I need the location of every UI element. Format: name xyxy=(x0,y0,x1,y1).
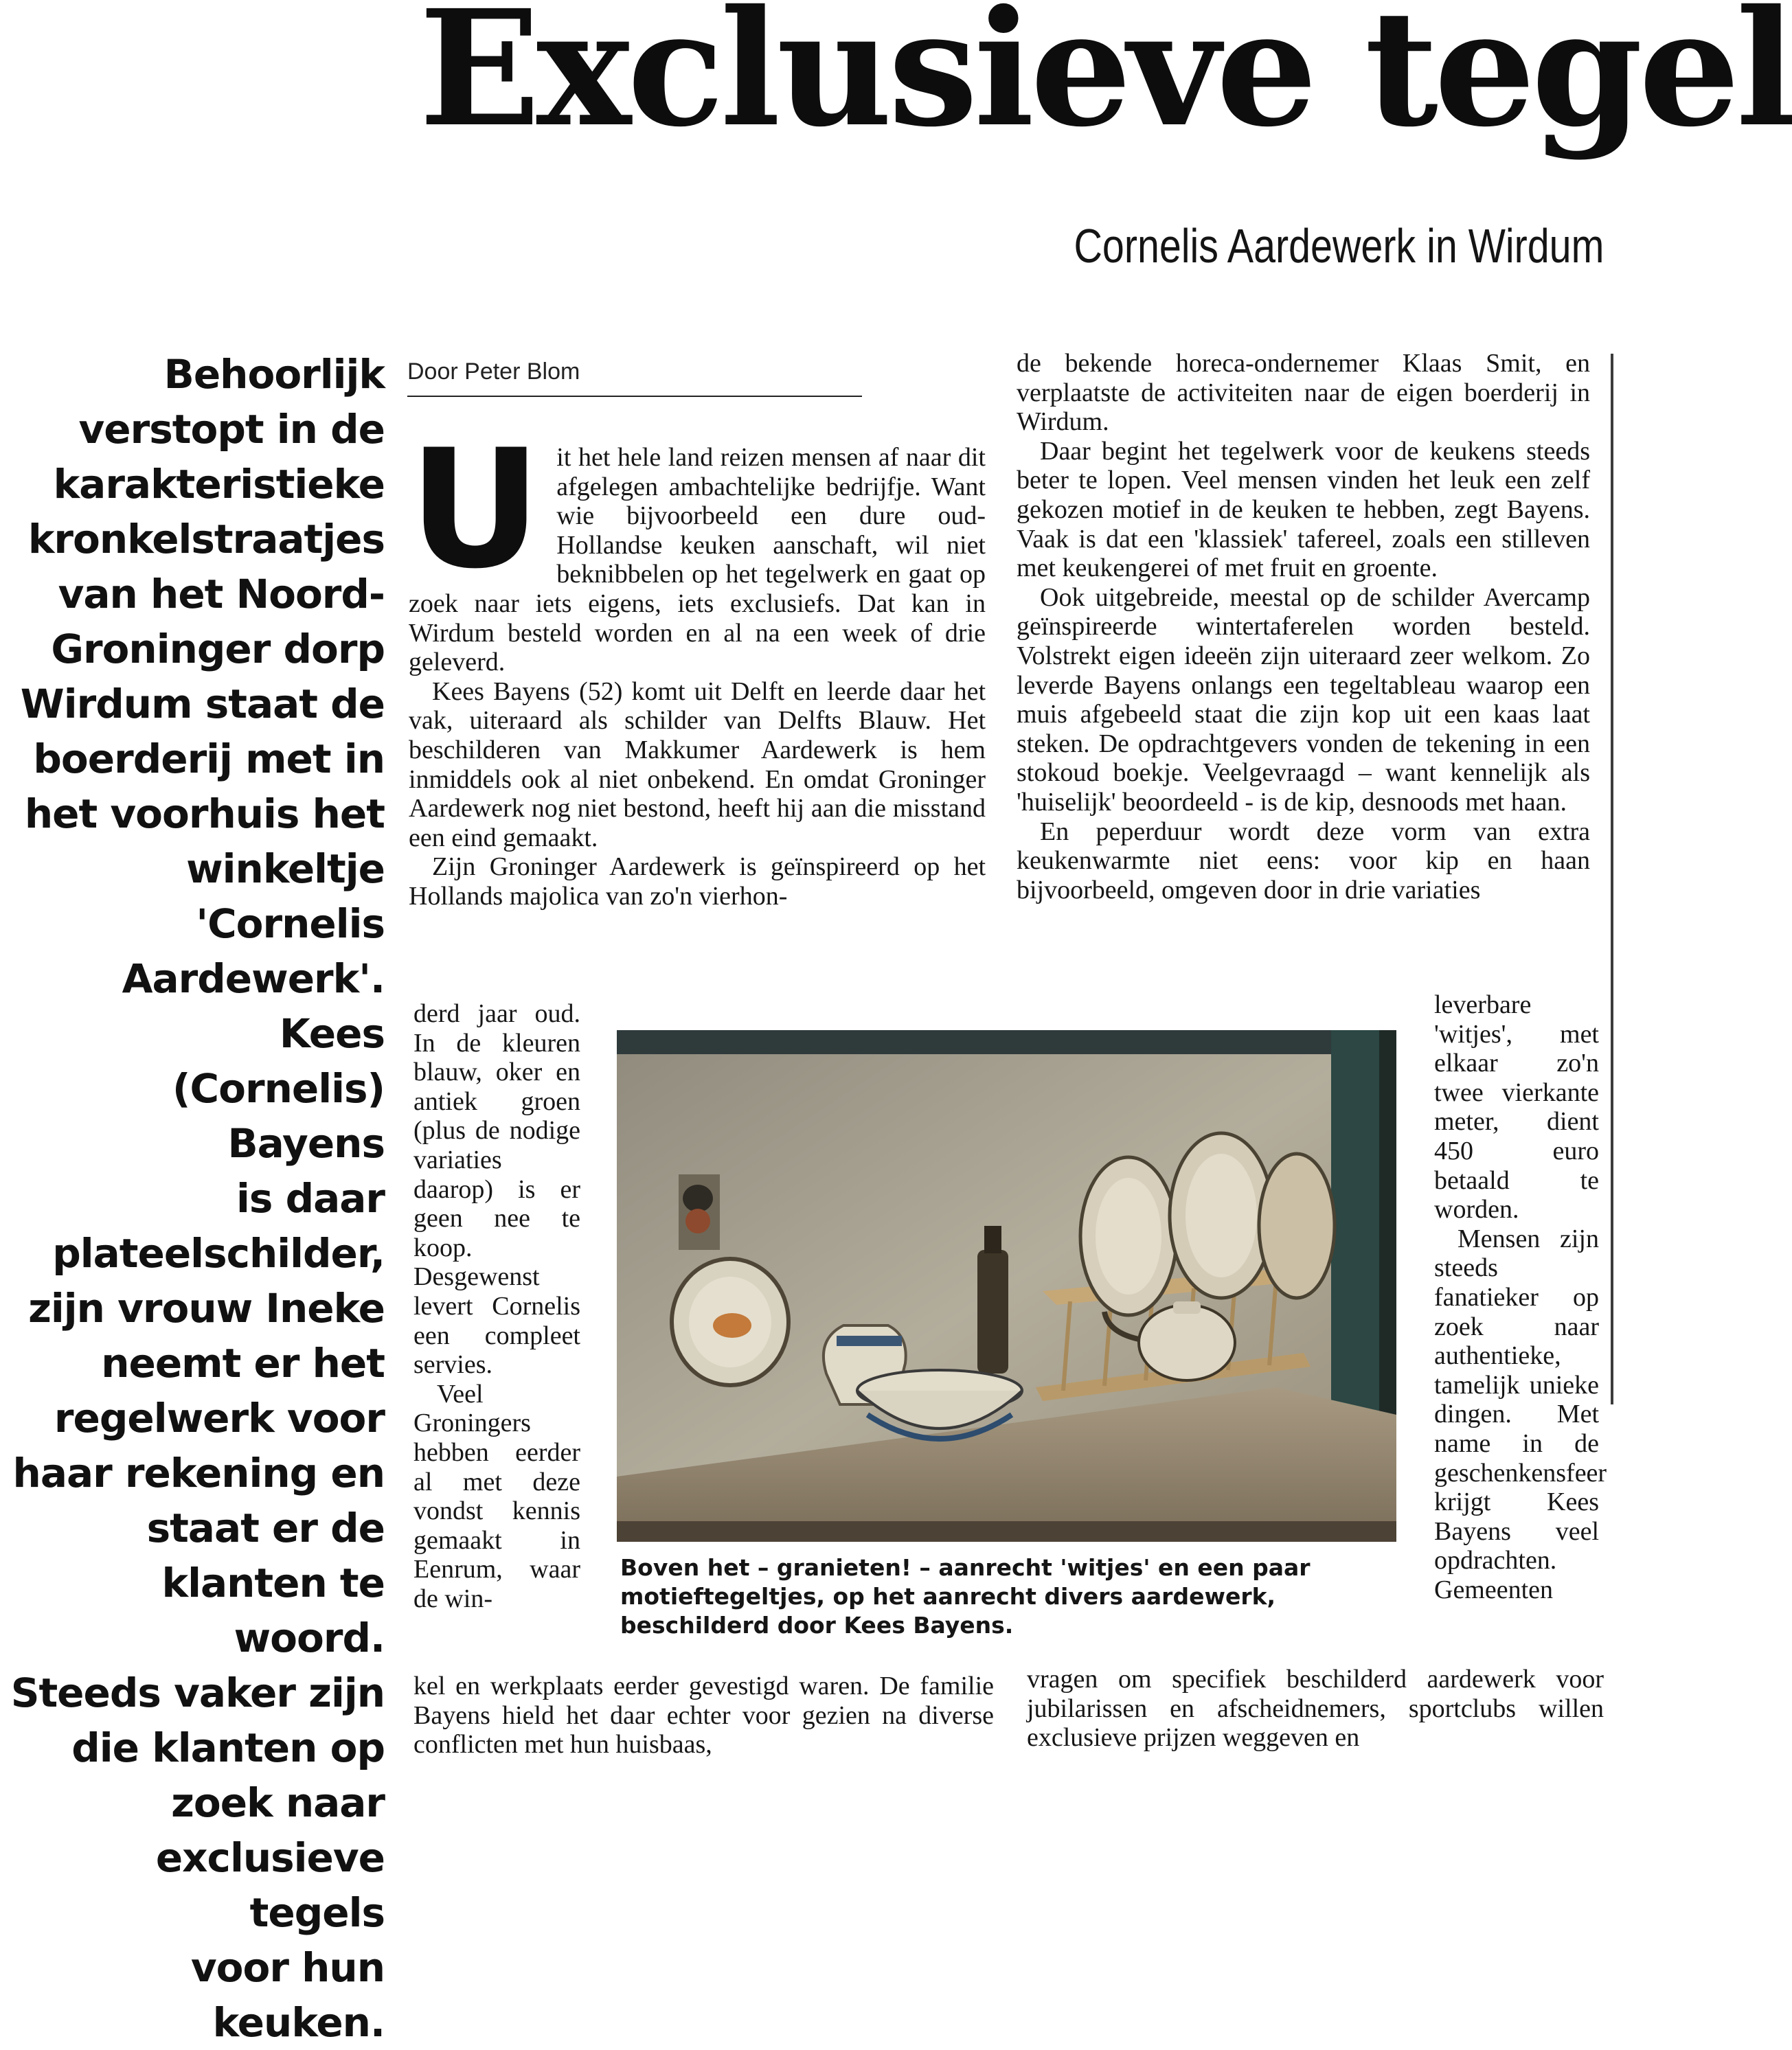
intro-line: Aardewerk'. Kees xyxy=(122,955,385,1057)
subhead: Cornelis Aardewerk in Wirdum xyxy=(1074,219,1604,273)
intro-line: karakteristieke xyxy=(53,461,385,508)
byline: Door Peter Blom xyxy=(407,358,580,385)
intro-line: zoek naar xyxy=(171,1779,385,1826)
intro-line: plateelschilder, xyxy=(52,1230,385,1277)
intro-line: klanten te woord. xyxy=(161,1560,385,1661)
paragraph-9: Mensen zijn steeds fanatieker op zoek naar authentieke, tamelijk unieke dingen. Met name in de geschenkensfeer krijgt Kees Bayens veel opdrachten. Gemeenten xyxy=(1434,1224,1607,1604)
intro-line: verstopt in de xyxy=(78,406,385,453)
intro-line: regelwerk voor xyxy=(54,1395,385,1442)
intro-line: is daar xyxy=(236,1175,385,1222)
paragraph-2: Kees Bayens (52) komt uit Delft en leerde daar het vak, uiteraard als schilder van Delfts Blauw. Het beschilderen van Makkumer Aardewerk is hem inmiddels ook al niet onbekend. En omdat Groninger Aardewerk nog niet bestond, heeft hij aan die misstand een eind gemaakt. xyxy=(409,676,986,852)
intro-line: Steeds vaker zijn xyxy=(10,1670,385,1716)
paragraph-7: Ook uitgebreide, meestal op de schilder Avercamp geïnspireerde wintertaferelen worden besteld. Volstrekt eigen ideeën zijn uiteraard zeer welkom. Zo leverde Bayens onlangs een tegeltableau waarop een muis afgebeeld staat die zijn kop uit een kaas laat steken. De opdrachtgevers vonden de tekening in een stokoud boekje. Veelgevraagd – want kennelijk als 'huiselijk' beoordeeld - is de kip, desnoods met haan. xyxy=(1017,582,1590,817)
intro-line: Behoorlijk xyxy=(163,351,385,398)
intro-line: voor hun keuken. xyxy=(190,1944,385,2046)
paragraph-4-continued: kel en werkplaats eerder gevestigd waren. De familie Bayens hield het daar echter voor gezien na diverse conflicten met hun huisbaas, xyxy=(413,1672,994,1759)
kitchen-photo xyxy=(617,1030,1396,1542)
intro-line: neemt er het xyxy=(101,1340,385,1387)
intro-line: die klanten op xyxy=(71,1724,385,1771)
article-column-1-bottom xyxy=(413,1672,994,1759)
byline-divider xyxy=(407,396,862,397)
intro-line: 'Cornelis xyxy=(196,900,385,947)
intro-line: zijn vrouw Ineke xyxy=(28,1285,385,1332)
intro-line: winkeltje xyxy=(186,845,385,892)
article-column-2-bottom xyxy=(1027,1665,1604,1753)
headline: Exclusieve tegel xyxy=(419,0,1792,162)
dropcap: U xyxy=(409,415,542,605)
intro-line: van het Noord- xyxy=(58,571,385,617)
column-rule xyxy=(1611,354,1613,1404)
intro-line: boerderij met in xyxy=(33,736,385,782)
intro-line: (Cornelis) Bayens xyxy=(172,1065,385,1167)
intro-line: haar rekening en xyxy=(12,1450,385,1496)
intro-line: exclusieve tegels xyxy=(155,1834,385,1936)
article-column-1-narrow xyxy=(413,999,580,1613)
article-column-2 xyxy=(1017,349,1590,904)
paragraph-8-continued: leverbare 'witjes', met elkaar zo'n twee vierkante meter, dient 450 euro betaald te worden. xyxy=(1434,990,1599,1225)
intro-line: het voorhuis het xyxy=(24,790,385,837)
paragraph-5: de bekende horeca-ondernemer Klaas Smit, en verplaatste de activiteiten naar de eigen boerderij in Wirdum. xyxy=(1017,349,1590,437)
paragraph-6: Daar begint het tegelwerk voor de keukens steeds beter te lopen. Veel mensen vinden het leuk een zelf gekozen motief in de keuken te hebben, zegt Bayens. Vaak is dat een 'klassiek' tafereel, zoals een stilleven met keukengerei of met fruit en groente. xyxy=(1017,436,1590,583)
intro-line: Wirdum staat de xyxy=(20,681,385,727)
paragraph-9-continued: vragen om specifiek beschilderd aardewerk voor jubilarissen en afscheidnemers, sportclubs willen exclusieve prijzen weggeven en xyxy=(1027,1665,1604,1753)
kitchen-photo-illustration xyxy=(617,1030,1396,1542)
paragraph-1: it het hele land reizen mensen af naar dit afgelegen ambachtelijke bedrijfje. Want wie bijvoorbeeld een dure oud-Hollandse keuken aanschaft, wil niet beknibbelen op het tegelwerk en gaat op zoek naar iets eigens, iets exclusiefs. Dat kan in Wirdum besteld worden en al na een week of drie geleverd. xyxy=(409,443,986,677)
article-column-1 xyxy=(409,415,986,911)
paragraph-8-start: En peperduur wordt deze vorm van extra keukenwarmte niet eens: voor kip en haan bijvoorbeeld, omgeven door in drie variaties xyxy=(1017,817,1590,904)
intro-text xyxy=(10,347,385,2050)
paragraph-3-start: Zijn Groninger Aardewerk is geïnspireerd op het Hollands majolica van zo'n vierhon- xyxy=(409,852,986,911)
article-column-2-narrow xyxy=(1434,990,1607,1604)
paragraph-4: Veel Groningers hebben eerder al met deze vondst kennis gemaakt in Eenrum, waar de win- xyxy=(413,1379,580,1613)
intro-line: kronkelstraatjes xyxy=(27,516,385,562)
paragraph-3-continued: derd jaar oud. In de kleuren blauw, oker en antiek groen (plus de nodige variaties daarop) is er geen nee te koop. Desgewenst levert Cornelis een compleet servies. xyxy=(413,999,580,1380)
intro-line: Groninger dorp xyxy=(51,626,385,672)
photo-caption: Boven het – granieten! – aanrecht 'witjes' en een paar motieftegeltjes, op het aanrecht divers aardewerk, beschilderd door Kees Bayens. xyxy=(620,1554,1311,1639)
intro-line: staat er de xyxy=(146,1505,385,1551)
